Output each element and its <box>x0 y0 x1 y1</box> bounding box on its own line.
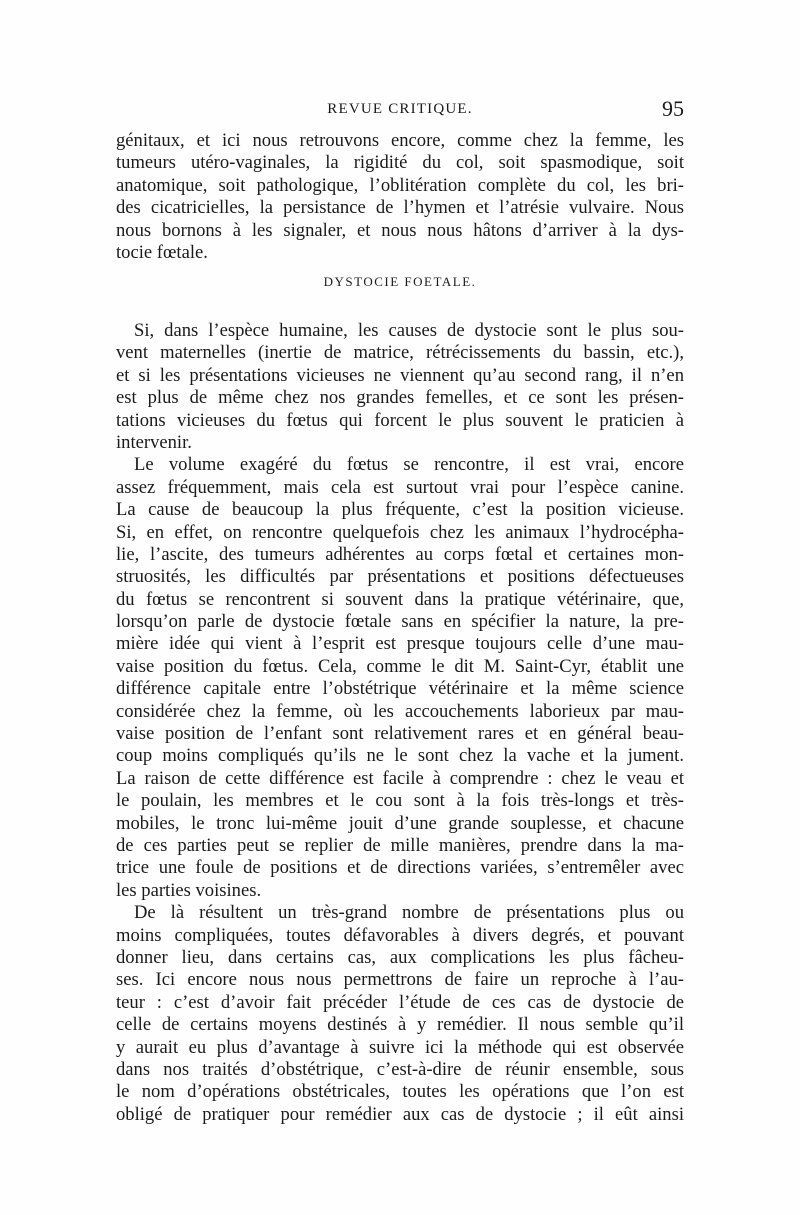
text-line: vent maternelles (inertie de matrice, rétrécissements du bassin, etc.), <box>116 342 684 364</box>
text-line: tations vicieuses du fœtus qui forcent le plus souvent le praticien à <box>116 409 684 431</box>
text-line: Le volume exagéré du fœtus se rencontre, il est vrai, encore <box>134 454 684 476</box>
paragraph-continuation <box>116 130 684 264</box>
text-line: et si les présentations vicieuses ne viennent qu’au second rang, il n’en <box>116 364 684 386</box>
text-line: des cicatricielles, la persistance de l’hymen et l’atrésie vulvaire. Nous <box>116 197 684 219</box>
text-line: les parties voisines. <box>116 879 262 901</box>
text-line: nous bornons à les signaler, et nous nous hâtons d’arriver à la dys- <box>116 219 684 241</box>
text-line: lie, l’ascite, des tumeurs adhérentes au corps fœtal et certaines mon- <box>116 543 684 565</box>
text-line: différence capitale entre l’obstétrique vétérinaire et la même science <box>116 678 684 700</box>
text-line: mière idée qui vient à l’esprit est presque toujours celle d’une mau- <box>116 633 684 655</box>
text-line: Si, en effet, on rencontre quelquefois chez les animaux l’hydrocépha- <box>116 521 684 543</box>
text-line: tocie fœtale. <box>116 241 208 263</box>
text-line: le poulain, les membres et le cou sont à la fois très-longs et très- <box>116 790 684 812</box>
text-line: de ces parties peut se replier de mille manières, prendre dans la ma- <box>116 834 684 856</box>
text-line: vaise position du fœtus. Cela, comme le dit M. Saint-Cyr, établit une <box>116 655 684 677</box>
text-line: y aurait eu plus d’avantage à suivre ici la méthode qui est observée <box>116 1036 684 1058</box>
text-line: struosités, les difficultés par présentations et positions défectueuses <box>116 566 684 588</box>
text-line: assez fréquemment, mais cela est surtout vrai pour l’espèce canine. <box>116 476 684 498</box>
text-line: obligé de pratiquer pour remédier aux cas de dystocie ; il eût ainsi <box>116 1103 684 1125</box>
text-line: est plus de même chez nos grandes femelles, et ce sont les présen- <box>116 387 684 409</box>
running-head <box>116 98 684 122</box>
text-line: celle de certains moyens destinés à y remédier. Il nous semble qu’il <box>116 1014 684 1036</box>
text-line: Si, dans l’espèce humaine, les causes de dystocie sont le plus sou- <box>134 320 684 341</box>
text-line: donner lieu, dans certains cas, aux complications les plus fâcheu- <box>116 946 684 968</box>
text-line: dans nos traités d’obstétrique, c’est-à-dire de réunir ensemble, sous <box>116 1058 684 1080</box>
text-line: La raison de cette différence est facile à comprendre : chez le veau et <box>116 767 684 789</box>
text-line: vaise position de l’enfant sont relativement rares et en général beau- <box>116 723 684 745</box>
text-line: coup moins compliqués qu’ils ne le sont chez la vache et la jument. <box>116 745 684 767</box>
section-heading: DYSTOCIE FOETALE. <box>323 274 477 289</box>
text-line: La cause de beaucoup la plus fréquente, c’est la position vicieuse. <box>116 499 684 521</box>
text-line: anatomique, soit pathologique, l’oblitération complète du col, les bri- <box>116 174 684 196</box>
section-body <box>116 320 684 1126</box>
text-line: moins compliquées, toutes défavorables à divers degrés, et pouvant <box>116 924 684 946</box>
text-line: intervenir. <box>116 431 192 453</box>
text-line: du fœtus se rencontrent si souvent dans la pratique vétérinaire, que, <box>116 588 684 610</box>
text-line: génitaux, et ici nous retrouvons encore, comme chez la femme, les <box>116 130 684 151</box>
page-number: 95 <box>662 96 684 121</box>
running-title: REVUE CRITIQUE. <box>327 101 473 117</box>
text-line: teur : c’est d’avoir fait précéder l’étude de ces cas de dystocie de <box>116 991 684 1013</box>
text-line: considérée chez la femme, où les accouchements laborieux par mau- <box>116 700 684 722</box>
text-line: ses. Ici encore nous nous permettrons de faire un reproche à l’au- <box>116 969 684 991</box>
text-line: lorsqu’on parle de dystocie fœtale sans en spécifier la nature, la pre- <box>116 611 684 633</box>
text-line: tumeurs utéro-vaginales, la rigidité du col, soit spasmodique, soit <box>116 152 684 174</box>
text-line: trice une foule de positions et de directions variées, s’entremêler avec <box>116 857 684 879</box>
text-line: De là résultent un très-grand nombre de présentations plus ou <box>134 902 684 924</box>
text-line: le nom d’opérations obstétricales, toutes les opérations que l’on est <box>116 1081 684 1103</box>
text-line: mobiles, le tronc lui-même jouit d’une grande souplesse, et chacune <box>116 812 684 834</box>
